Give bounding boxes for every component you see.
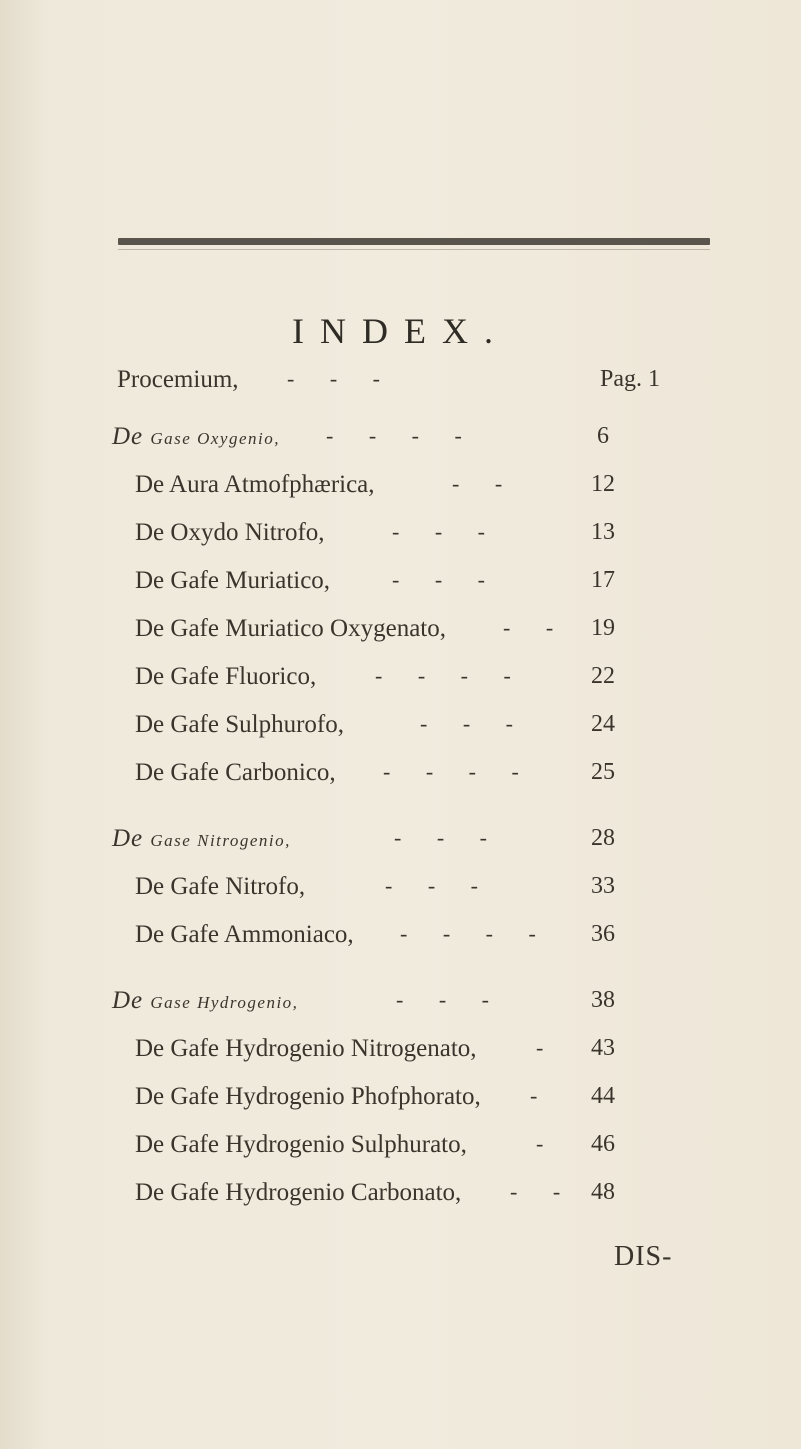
entry-label: De Gafe Hydrogenio Carbonato, [135,1179,462,1206]
entry-page: 38 [591,987,615,1013]
entry-label: De Gafe Nitrofo, [135,873,306,900]
entry-label: De Oxydo Nitrofo, [135,519,325,546]
entry-leader: - - - [394,825,487,850]
entry-leader: - - - - [375,663,511,688]
entry-page: 13 [591,519,615,545]
index-entry [0,921,801,961]
entry-leader: - - - [420,711,513,736]
entry-page: 43 [591,1035,615,1061]
entry-leader: - - [452,471,503,496]
entry-page: 44 [591,1083,615,1109]
index-entry [0,1035,801,1075]
entry-label: De Gafe Hydrogenio Phofphorato, [135,1083,481,1110]
index-entry [0,1131,801,1171]
entry-leader: - - - - [383,759,519,784]
section-heading-oxygenio [0,423,801,463]
entry-leader: - - - - [400,921,536,946]
index-entry [0,759,801,799]
page-title: INDEX. [292,311,509,351]
entry-page: 24 [591,711,615,737]
index-entry [0,1179,801,1219]
entry-leader: - [536,1035,544,1060]
entry-label: De Gafe Carbonico, [135,759,336,786]
index-entry [0,519,801,559]
entry-label: De Gafe Hydrogenio Nitrogenato, [135,1035,477,1062]
entry-page: 19 [591,615,615,641]
entry-leader: - - - - [326,423,462,448]
entry-leader: - [536,1131,544,1156]
entry-leader: - - - [392,567,485,592]
entry-label: De Gafe Muriatico, [135,567,331,594]
entry-page: 22 [591,663,615,689]
index-entry [0,711,801,751]
entry-page: 28 [591,825,615,851]
entry-page: 12 [591,471,615,497]
catchword: DIS- [614,1241,673,1272]
entry-page: 48 [591,1179,615,1205]
entry-page: 25 [591,759,615,785]
index-entry [0,471,801,511]
index-entry [0,615,801,655]
entry-label: De Gafe Muriatico Oxygenato, [135,615,446,642]
entry-page: 17 [591,567,615,593]
header-rule [118,238,710,245]
entry-page: 33 [591,873,615,899]
entry-leader: - - - [287,366,380,391]
entry-label: De Gafe Hydrogenio Sulphurato, [135,1131,467,1158]
index-entry [0,1083,801,1123]
entry-label: De Gafe Ammoniaco, [135,921,354,948]
entry-leader: - - [503,615,554,640]
entry-label: Procemium, [117,366,239,393]
index-entry-procemium [0,366,801,406]
header-rule-thin [118,249,710,250]
entry-leader: - - - [392,519,485,544]
entry-page: 46 [591,1131,615,1157]
entry-label: De Aura Atmofphærica, [135,471,375,498]
entry-page: Pag. 1 [600,366,660,392]
entry-leader: - - - [385,873,478,898]
entry-label: De Gafe Sulphurofo, [135,711,344,738]
entry-page: 36 [591,921,615,947]
entry-leader: - - - [396,987,489,1012]
entry-label: De Gafe Fluorico, [135,663,317,690]
section-heading-label: De Gase Hydrogenio, [112,987,299,1014]
section-heading-label: De Gase Oxygenio, [112,423,280,450]
section-heading-nitrogenio [0,825,801,865]
entry-leader: - - [510,1179,561,1204]
section-heading-hydrogenio [0,987,801,1027]
index-entry [0,663,801,703]
entry-page: 6 [597,423,609,449]
index-entry [0,873,801,913]
entry-leader: - [530,1083,538,1108]
index-entry [0,567,801,607]
section-heading-label: De Gase Nitrogenio, [112,825,291,852]
